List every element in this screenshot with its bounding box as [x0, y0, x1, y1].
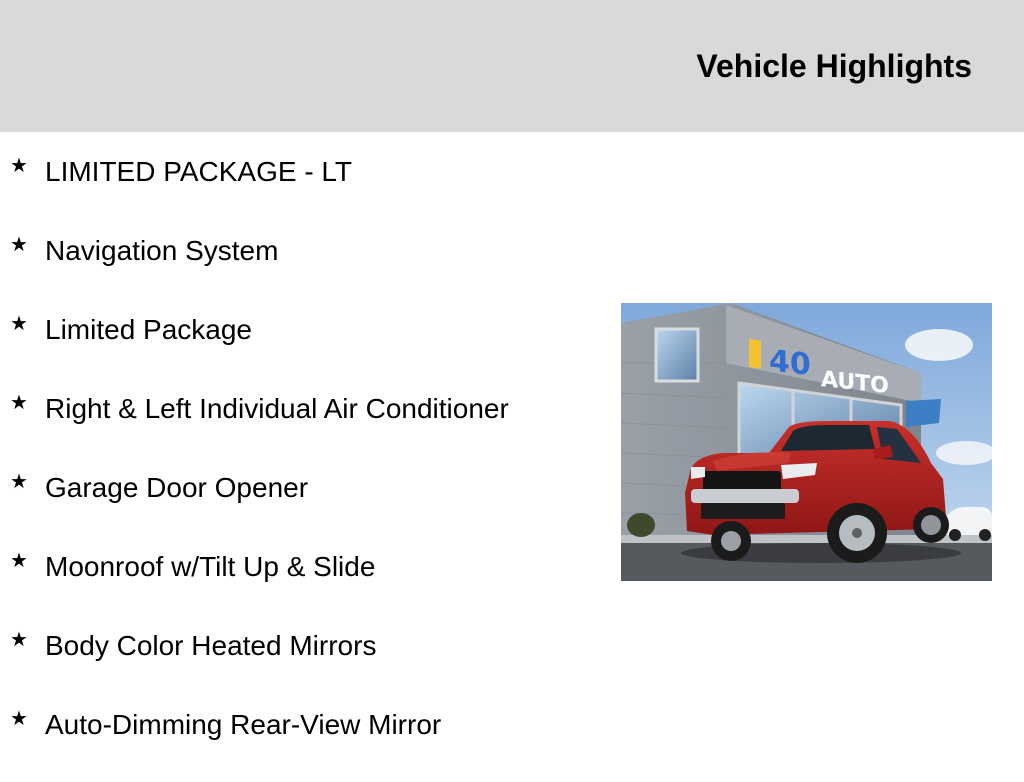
feature-label: Limited Package: [45, 314, 253, 345]
star-icon: ★: [10, 471, 28, 493]
star-icon: ★: [10, 392, 28, 414]
star-icon: ★: [10, 629, 28, 651]
list-item: [0, 703, 600, 782]
page-title: Vehicle Highlights: [696, 48, 972, 84]
feature-label: Right & Left Individual Air Conditioner: [45, 393, 509, 424]
vehicle-photo: [621, 303, 992, 581]
list-item: [0, 545, 600, 624]
star-icon: ★: [10, 313, 28, 335]
list-item: [0, 308, 600, 387]
feature-label: LIMITED PACKAGE - LT: [45, 156, 353, 187]
svg-text:40: 40: [769, 343, 811, 383]
list-item: [0, 624, 600, 703]
star-icon: ★: [10, 234, 28, 256]
list-item: [0, 229, 600, 308]
feature-label: Body Color Heated Mirrors: [45, 630, 377, 661]
awning: [906, 399, 941, 427]
star-icon: ★: [10, 550, 28, 572]
building-window: [656, 329, 698, 381]
feature-label: Auto-Dimming Rear-View Mirror: [45, 709, 442, 740]
list-item: [0, 150, 600, 229]
star-icon: ★: [10, 155, 28, 177]
feature-label: Moonroof w/Tilt Up & Slide: [45, 551, 376, 582]
list-item: [0, 387, 600, 466]
cloud: [905, 329, 973, 361]
svg-text:AUTO: AUTO: [821, 367, 889, 400]
feature-list: [0, 150, 600, 782]
list-item: [0, 466, 600, 545]
star-icon: ★: [10, 708, 28, 730]
feature-label: Navigation System: [45, 235, 279, 266]
shrub: [627, 513, 655, 537]
header-bar: [0, 0, 1024, 132]
feature-label: Garage Door Opener: [45, 472, 309, 503]
vehicle-photo-illustration: [621, 303, 992, 581]
